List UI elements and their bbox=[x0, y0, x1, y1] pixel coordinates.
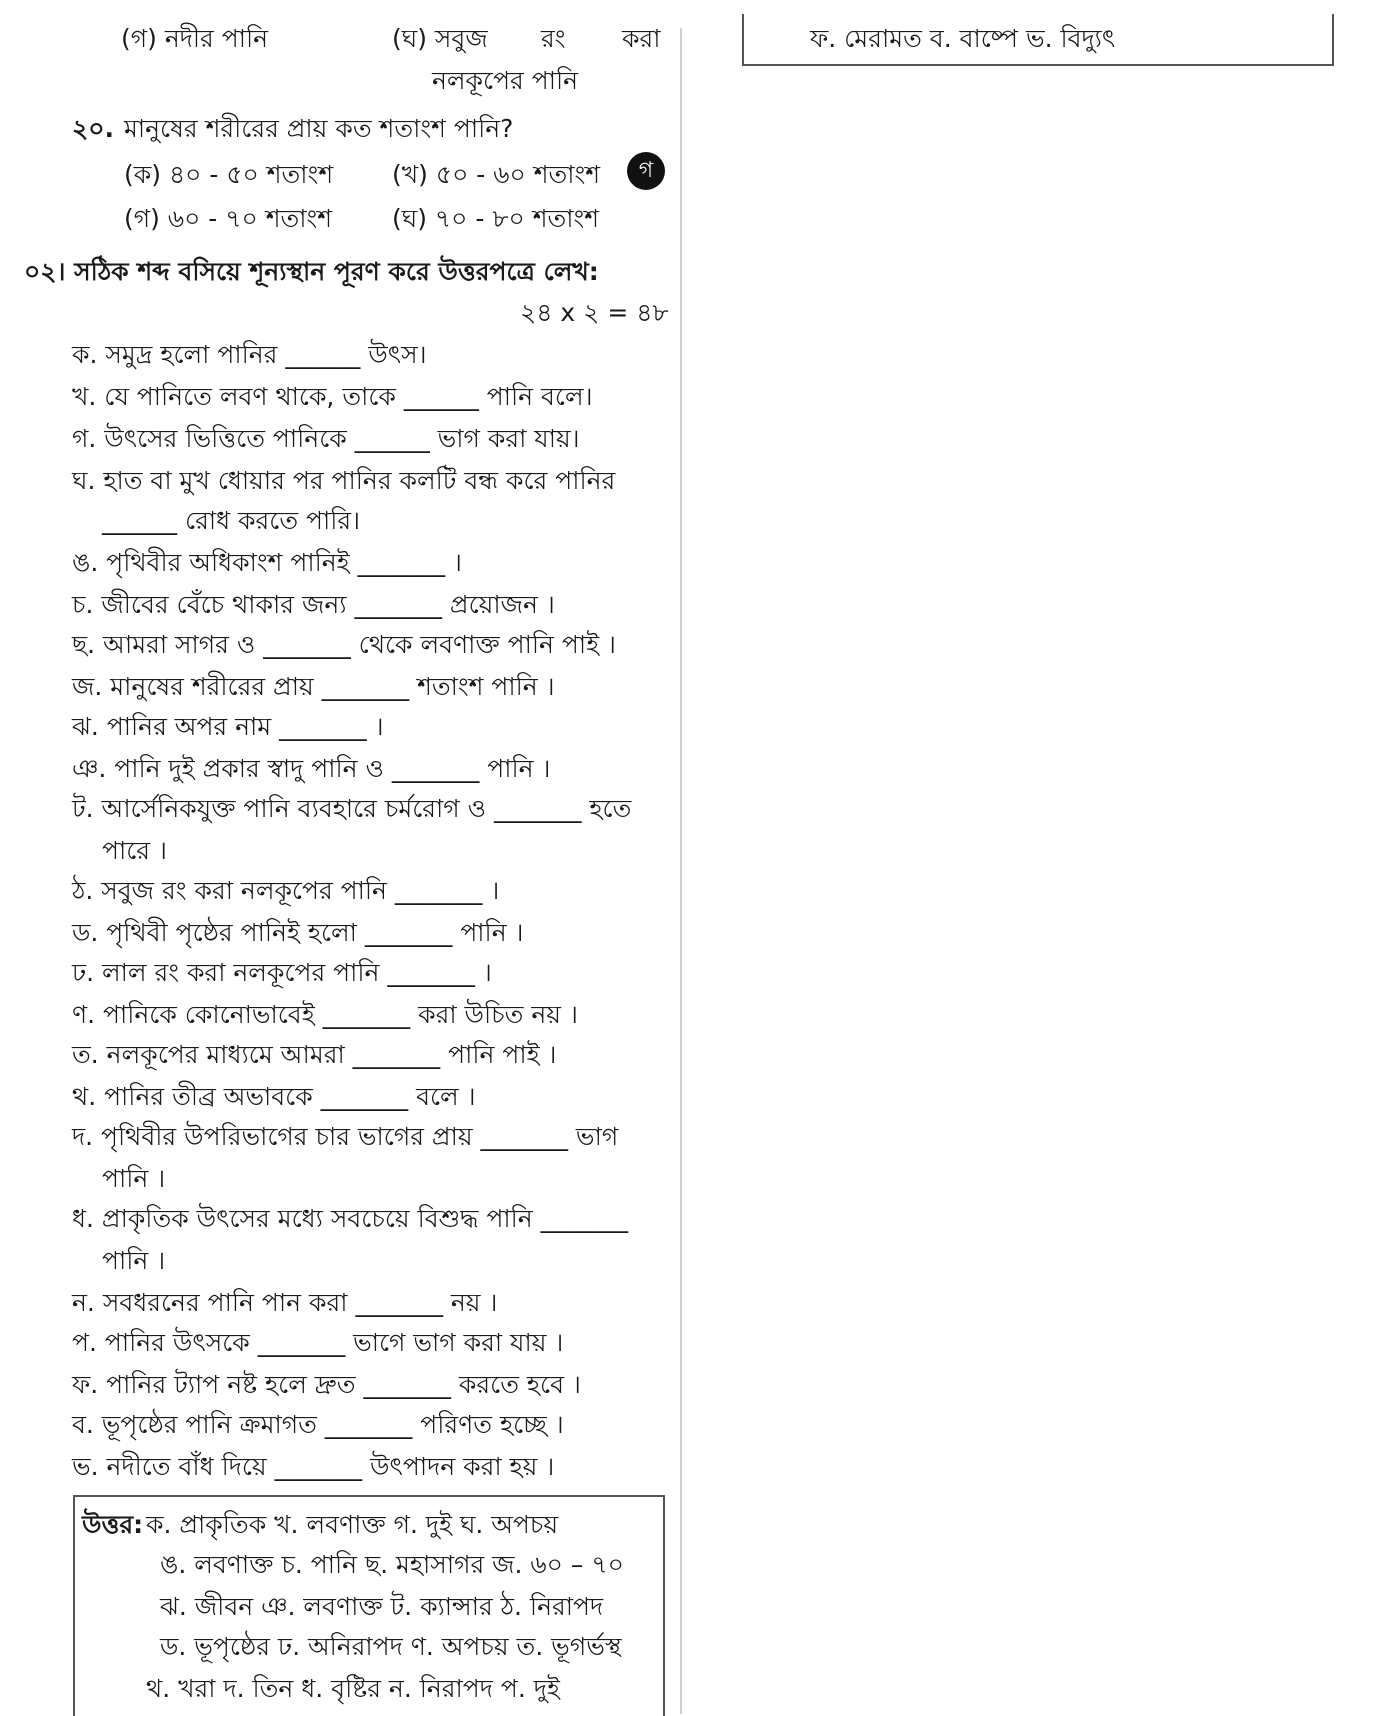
q19-option-gha-part4: নলকূপের পানি bbox=[432, 66, 579, 95]
q20-option-ga: (গ) ৬০ - ৭০ শতাংশ bbox=[124, 204, 333, 233]
blank-item: ঢ. লাল রং করা নলকূপের পানি _______ । bbox=[72, 958, 492, 987]
blank-item: গ. উৎসের ভিত্তিতে পানিকে ______ ভাগ করা যায়। bbox=[72, 424, 580, 453]
blank-item: ভ. নদীতে বাঁধ দিয়ে _______ উৎপাদন করা হয় । bbox=[72, 1452, 555, 1481]
blank-item: প. পানির উৎসকে _______ ভাগে ভাগ করা যায় । bbox=[72, 1328, 564, 1357]
answer-line: ঝ. জীবন ঞ. লবণাক্ত ট. ক্যান্সার ঠ. নিরাপদ bbox=[160, 1592, 604, 1621]
q20-option-gha: (ঘ) ৭০ - ৮০ শতাংশ bbox=[392, 204, 600, 233]
blank-item: ট. আর্সেনিকযুক্ত পানি ব্যবহারে চর্মরোগ ও _______ হতে bbox=[72, 794, 632, 823]
blank-item-continuation: ______ রোধ করতে পারি। bbox=[102, 506, 361, 535]
blank-item: ঞ. পানি দুই প্রকার স্বাদু পানি ও _______ পানি । bbox=[72, 754, 551, 783]
blank-item: ধ. প্রাকৃতিক উৎসের মধ্যে সবচেয়ে বিশুদ্ধ পানি _______ bbox=[72, 1204, 629, 1233]
blank-item: ঘ. হাত বা মুখ ধোয়ার পর পানির কলটি বন্ধ করে পানির bbox=[72, 466, 616, 495]
answer-line: ক. প্রাকৃতিক খ. লবণাক্ত গ. দুই ঘ. অপচয় bbox=[146, 1510, 559, 1539]
blank-item: খ. যে পানিতে লবণ থাকে, তাকে ______ পানি বলে। bbox=[72, 382, 593, 411]
blank-item: ত. নলকূপের মাধ্যমে আমরা _______ পানি পাই । bbox=[72, 1040, 557, 1069]
blank-item-continuation: পারে । bbox=[102, 836, 167, 865]
q20-option-kha: (খ) ৫০ - ৬০ শতাংশ bbox=[392, 160, 601, 189]
q20-text: মানুষের শরীরের প্রায় কত শতাংশ পানি? bbox=[124, 114, 514, 143]
answer-line: ড. ভূপৃষ্ঠের ঢ. অনিরাপদ ণ. অপচয় ত. ভূগর্ভস্থ bbox=[160, 1632, 622, 1661]
q19-option-gha-part1: (ঘ) সবুজ bbox=[392, 24, 488, 53]
column-divider bbox=[680, 28, 682, 1714]
blank-item: ন. সবধরনের পানি পান করা _______ নয় । bbox=[72, 1288, 498, 1317]
q19-option-gha-part2: রং bbox=[541, 24, 566, 53]
section2-marks: ২৪ x ২ = ৪৮ bbox=[520, 298, 669, 327]
blank-item: ক. সমুদ্র হলো পানির ______ উৎস। bbox=[72, 340, 427, 369]
blank-item: ব. ভূপৃষ্ঠের পানি ক্রমাগত _______ পরিণত হচ্ছে । bbox=[72, 1410, 564, 1439]
q20-option-ka: (ক) ৪০ - ৫০ শতাংশ bbox=[124, 160, 334, 189]
blank-item: ছ. আমরা সাগর ও _______ থেকে লবণাক্ত পানি পাই । bbox=[72, 630, 616, 659]
blank-item: ঝ. পানির অপর নাম _______ । bbox=[72, 712, 384, 741]
blank-item: ড. পৃথিবী পৃষ্ঠের পানিই হলো _______ পানি । bbox=[72, 918, 524, 947]
answer-label: উত্তর: bbox=[82, 1510, 144, 1539]
answer-line: থ. খরা দ. তিন ধ. বৃষ্টির ন. নিরাপদ প. দুই bbox=[146, 1674, 560, 1703]
blank-item: ণ. পানিকে কোনোভাবেই _______ করা উচিত নয় । bbox=[72, 1000, 578, 1029]
blank-item-continuation: পানি । bbox=[102, 1246, 166, 1275]
blank-item: থ. পানির তীব্র অভাবকে _______ বলে । bbox=[72, 1082, 476, 1111]
blank-item: ঠ. সবুজ রং করা নলকূপের পানি _______ । bbox=[72, 876, 500, 905]
blank-item-continuation: পানি । bbox=[102, 1164, 166, 1193]
blank-item: ফ. পানির ট্যাপ নষ্ট হলে দ্রুত _______ করতে হবে । bbox=[72, 1370, 581, 1399]
blank-item: জ. মানুষের শরীরের প্রায় _______ শতাংশ পানি । bbox=[72, 672, 555, 701]
blank-item: ঙ. পৃথিবীর অধিকাংশ পানিই _______ । bbox=[72, 548, 462, 577]
blank-item: দ. পৃথিবীর উপরিভাগের চার ভাগের প্রায় _______ ভাগ bbox=[72, 1122, 619, 1151]
blank-item: চ. জীবের বেঁচে থাকার জন্য _______ প্রয়োজন । bbox=[72, 590, 555, 619]
answer-continued-line: ফ. মেরামত ব. বাষ্পে ভ. বিদ্যুৎ bbox=[810, 24, 1116, 53]
q20-answer-badge: গ bbox=[627, 152, 665, 190]
section2-heading: ০২। সঠিক শব্দ বসিয়ে শূন্যস্থান পূরণ করে উত্তরপত্রে লেখ: bbox=[24, 257, 599, 286]
q19-option-ga: (গ) নদীর পানি bbox=[121, 24, 269, 53]
q19-option-gha-part3: করা bbox=[622, 24, 661, 53]
answer-line: ঙ. লবণাক্ত চ. পানি ছ. মহাসাগর জ. ৬০ – ৭০ bbox=[160, 1550, 624, 1579]
q20-number: ২০. bbox=[72, 114, 115, 143]
